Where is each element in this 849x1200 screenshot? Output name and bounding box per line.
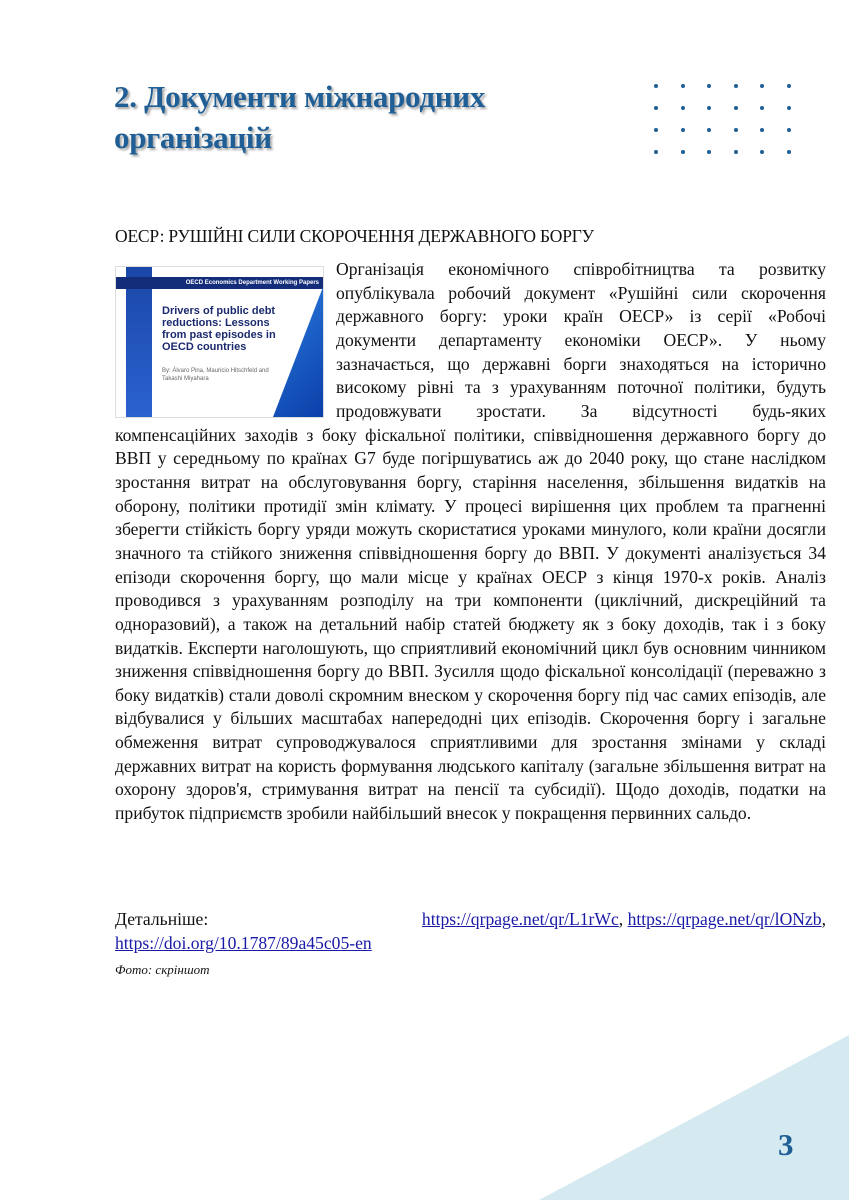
cover-series: OECD Economics Department Working Papers bbox=[116, 277, 323, 289]
article-body bbox=[115, 258, 826, 826]
dot bbox=[787, 128, 791, 132]
dot bbox=[707, 150, 711, 154]
dot bbox=[707, 84, 711, 88]
dot bbox=[760, 150, 764, 154]
dot bbox=[681, 128, 685, 132]
article-text: Організація економічного співробітництва та розвитку опублікувала робочий документ «Рушійні сили скорочення державного боргу: уроки країн ОЕСР» із серії «Робочі документи департаменту економіки ОЕСР». У ньому зазначається, що державні борги знаходяться на історично високому рівні та з урахуванням поточної політики, будуть продовжувати зростати. За відсутності будь-яких компенсаційних заходів з боку фіскальної політики, співвідношення державного боргу до ВВП у середньому по країнах G7 буде погіршуватись аж до 2040 року, що стане наслідком зростання витрат на обслуговування боргу, старіння населення, збільшення видатків на оборону, політики протидії змін клімату. У процесі вирішення цих проблем та прагненні зберегти стійкість боргу уряди можуть скористатися уроками минулого, коли країни досягли значного та стійкого зниження співвідношення боргу до ВВП. У документі аналізується 34 епізоди скорочення боргу, що мали місце у країнах ОЕСР з кінця 1970-х років. Аналіз проводився з урахуванням розподілу на три компоненти (циклічний, дискреційний та одноразовий), а також на детальний набір статей бюджету як з боку доходів, так і з боку видатків. Експерти наголошують, що сприятливий економічний цикл був основним чинником зниження співвідношення боргу до ВВП. Зусилля щодо фіскальної консолідації (переважно з боку видатків) стали доволі скромним внеском у скорочення боргу під час самих епізодів, але відбувалися у більших масштабах напередодні цих епізодів. Скорочення боргу і загальне обмеження витрат супроводжувалося сприятливими для зростання змінами у складі державних витрат на користь формування людського капіталу (загальне збільшення витрат на охорону здоров'я, стримування витрат на пенсії та субсидії). Щодо доходів, податки на прибуток підприємств зробили найбільший внесок у покращення первинних сальдо. bbox=[115, 259, 826, 824]
separator: , bbox=[821, 909, 826, 929]
dot bbox=[760, 84, 764, 88]
dot bbox=[681, 150, 685, 154]
cover-band bbox=[126, 267, 152, 417]
dot bbox=[707, 106, 711, 110]
more-label: Детальніше: bbox=[115, 909, 209, 929]
section-title-line2: організацій bbox=[114, 120, 272, 155]
link-1[interactable]: https://qrpage.net/qr/L1rWc bbox=[421, 909, 619, 929]
separator: , bbox=[618, 909, 624, 929]
link-2[interactable]: https://qrpage.net/qr/lONzb bbox=[627, 909, 822, 929]
page-number: 3 bbox=[778, 1127, 794, 1162]
dot bbox=[787, 84, 791, 88]
dot bbox=[734, 106, 738, 110]
decorative-triangle bbox=[539, 1035, 849, 1200]
dot bbox=[654, 84, 658, 88]
dot bbox=[734, 128, 738, 132]
decorative-dot-grid bbox=[654, 84, 795, 154]
cover-authors: By: Álvaro Pina, Mauricio Hitschfeld and Takashi Miyahara bbox=[162, 368, 269, 382]
dot bbox=[760, 128, 764, 132]
document-cover-screenshot bbox=[115, 266, 324, 418]
cover-title: Drivers of public debt reductions: Lessons from past episodes in OECD countries bbox=[162, 305, 276, 353]
dot bbox=[734, 150, 738, 154]
article-heading: ОЕСР: РУШІЙНІ СИЛИ СКОРОЧЕННЯ ДЕРЖАВНОГО БОРГУ bbox=[115, 226, 594, 246]
section-title-line1: 2. Документи міжнародних bbox=[114, 79, 486, 114]
dot bbox=[681, 106, 685, 110]
dot bbox=[654, 150, 658, 154]
link-3[interactable]: https://doi.org/10.1787/89a45c05-en bbox=[115, 932, 372, 953]
photo-caption: Фото: скріншот bbox=[115, 962, 210, 977]
dot bbox=[707, 128, 711, 132]
dot bbox=[654, 106, 658, 110]
dot bbox=[760, 106, 764, 110]
dot bbox=[654, 128, 658, 132]
section-title bbox=[114, 76, 485, 158]
dot bbox=[681, 84, 685, 88]
dot bbox=[787, 106, 791, 110]
dot bbox=[734, 84, 738, 88]
more-info bbox=[115, 908, 826, 955]
dot bbox=[787, 150, 791, 154]
